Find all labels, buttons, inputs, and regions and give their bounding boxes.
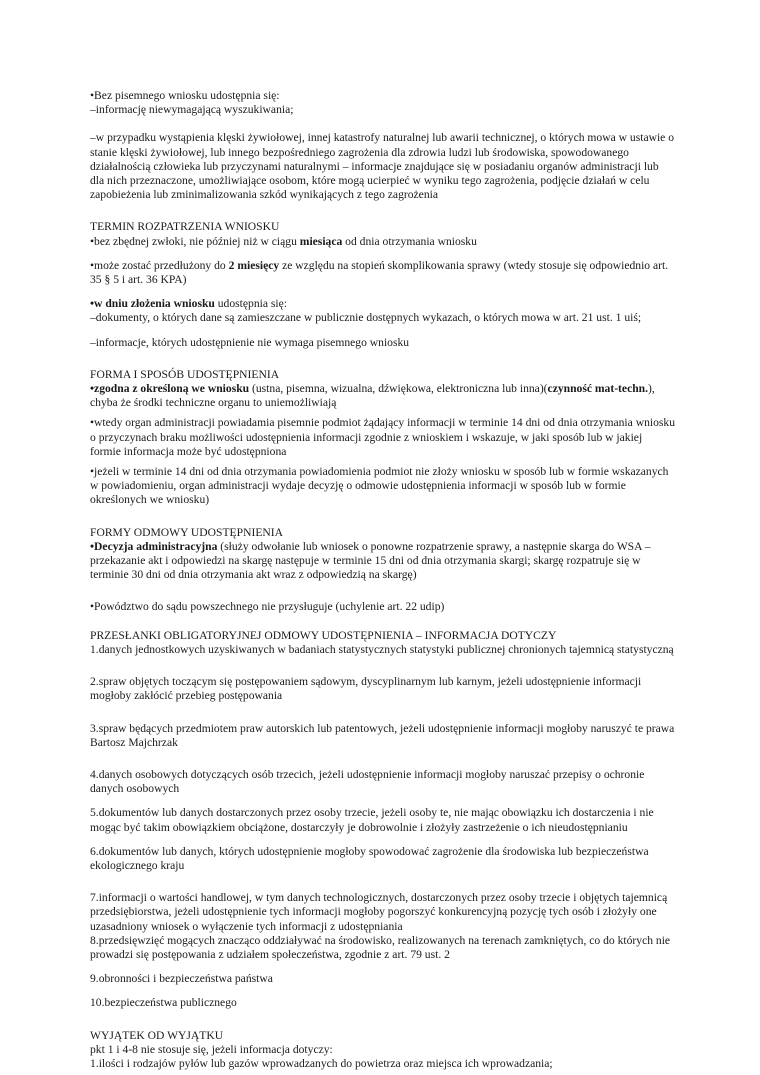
forma-paragraph-3: •jeżeli w terminie 14 dni od dnia otrzymania powiadomienia podmiot nie złoży wniosku w sposób lub w formie wskazanych w powiadomieniu, organ administracji wydaje decyzję o odmowie udostępnienia informacji w sposób lub w formie określonych we wniosku) — [90, 465, 669, 507]
formy-paragraph-1: •Decyzja administracyjna (służy odwołanie lub wniosek o ponowne rozpatrzenie sprawy, a następnie skarga do WSA – przekazanie akt i odpowiedzi na skargę następuje w terminie 15 dni od dnia otrzymania skargi; skargę rozpatruje się w terminie 30 dni od dnia otrzymania akt wraz z odpowiedzią na skargę) — [90, 539, 651, 582]
list-item: 9.obronności i bezpieczeństwa państwa — [90, 972, 273, 986]
document-page — [90, 89, 675, 1071]
list-item: 1.danych jednostkowych uzyskiwanych w badaniach statystycznych statystyki publicznej chronionych tajemnicą statystyczną — [90, 642, 674, 656]
forma-paragraph-1: •zgodna z określoną we wniosku (ustna, pisemna, wizualna, dźwiękowa, elektroniczna lub inna)(czynność mat-techn.), chyba że środki techniczne organu to uniemożliwiają — [90, 382, 655, 410]
wyjatek-paragraph-2: 1.ilości i rodzajów pyłów lub gazów wprowadzanych do powietrza oraz miejsca ich wprowadzania; — [90, 1056, 553, 1070]
termin-paragraph-3: •w dniu złożenia wniosku udostępnia się: — [90, 297, 287, 311]
intro-paragraph: –w przypadku wystąpienia klęski żywiołowej, innej katastrofy naturalnej lub awarii technicznej, o których mowa w ustawie o stanie klęski żywiołowej, lub innego bezpośredniego zagrożenia dla zdrowia ludzi lub środowiska, spowodowanego działalnością człowieka lub przyczynami naturalnymi – informacje znajdujące się w posiadaniu organów administracji lub dla nich przeznaczone, umożliwiające osobom, które mogą ucierpieć w wyniku tego zagrożenia, podjęcie działań w celu zapobieżenia lub zminimalizowania szkód wynikających z tego zagrożenia — [90, 131, 675, 202]
list-item: 5.dokumentów lub danych dostarczonych przez osoby trzecie, jeżeli osoby te, nie mając obowiązku ich dostarczenia i nie mogąc być takim obowiązkiem obciążone, dostarczyły je dobrowolnie i złożyły zastrzeżenie o ich nieudostępnianiu — [90, 806, 654, 834]
intro-line-1: •Bez pisemnego wniosku udostępnia się: — [90, 89, 280, 102]
formy-heading: FORMY ODMOWY UDOSTĘPNIENIA — [90, 525, 284, 539]
formy-paragraph-2: •Powództwo do sądu powszechnego nie przysługuje (uchylenie art. 22 udip) — [90, 600, 445, 614]
przeslanki-heading: PRZESŁANKI OBLIGATORYJNEJ ODMOWY UDOSTĘPNIENIA – INFORMACJA DOTYCZY — [90, 628, 557, 642]
list-item: 6.dokumentów lub danych, których udostępnienie mogłoby spowodować zagrożenie dla środowiska lub bezpieczeństwa ekologicznego kraju — [90, 844, 649, 872]
intro-line-2: –informację niewymagającą wyszukiwania; — [90, 103, 294, 117]
forma-paragraph-2: •wtedy organ administracji powiadamia pisemnie podmiot żądający informacji w terminie 14 dni od dnia otrzymania wniosku o przyczynach braku możliwości udostępnienia informacji zgodnie z wnioskiem i wskazuje, w jaki sposób lub w jakiej formie informacja może być udostępniona — [90, 416, 675, 458]
termin-paragraph-1: •bez zbędnej zwłoki, nie później niż w ciągu miesiąca od dnia otrzymania wniosku — [90, 234, 477, 248]
list-item: 4.danych osobowych dotyczących osób trzecich, jeżeli udostępnienie informacji mogłoby naruszać przepisy o ochronie danych osobowych — [90, 767, 645, 796]
list-item: 2.spraw objętych toczącym się postępowaniem sądowym, dyscyplinarnym lub karnym, jeżeli udostępnienie informacji mogłoby zakłócić przebieg postępowania — [90, 675, 642, 703]
termin-paragraph-5: –informacje, których udostępnienie nie wymaga pisemnego wniosku — [90, 335, 410, 349]
forma-heading: FORMA I SPOSÓB UDOSTĘPNIENIA — [90, 367, 280, 381]
list-item: 7.informacji o wartości handlowej, w tym danych technologicznych, dostarczonych przez osoby trzecie i objętych tajemnicą przedsiębiorstwa, jeżeli udostępnienie tych informacji mogłoby pogorszyć konkurencyjną pozycję tych osób i złożyły one uzasadniony wniosek o wyłączenie tych informacji z udostępniania — [90, 891, 668, 933]
wyjatek-paragraph-1: pkt 1 i 4-8 nie stosuje się, jeżeli informacja dotyczy: — [90, 1042, 333, 1056]
termin-paragraph-4: –dokumenty, o których dane są zamieszczane w publicznie dostępnych wykazach, o których mowa w art. 21 ust. 1 uiś; — [90, 311, 642, 325]
termin-heading: TERMIN ROZPATRZENIA WNIOSKU — [90, 220, 280, 234]
list-item: 8.przedsięwzięć mogących znacząco oddziaływać na środowisko, realizowanych na terenach zamkniętych, co do których nie prowadzi się postępowania z udziałem społeczeństwa, zgodnie z art. 79 ust. 2 — [90, 933, 671, 961]
list-item: 3.spraw będących przedmiotem praw autorskich lub patentowych, jeżeli udostępnienie informacji mogłoby naruszyć te prawa Bartosz Majchrzak — [90, 721, 675, 749]
termin-paragraph-2: •może zostać przedłużony do 2 miesięcy ze względu na stopień skomplikowania sprawy (wtedy stosuje się odpowiednio art. 35 § 5 i art. 36 KPA) — [90, 258, 669, 287]
wyjatek-heading: WYJĄTEK OD WYJĄTKU — [90, 1028, 224, 1042]
list-item: 10.bezpieczeństwa publicznego — [90, 996, 237, 1010]
